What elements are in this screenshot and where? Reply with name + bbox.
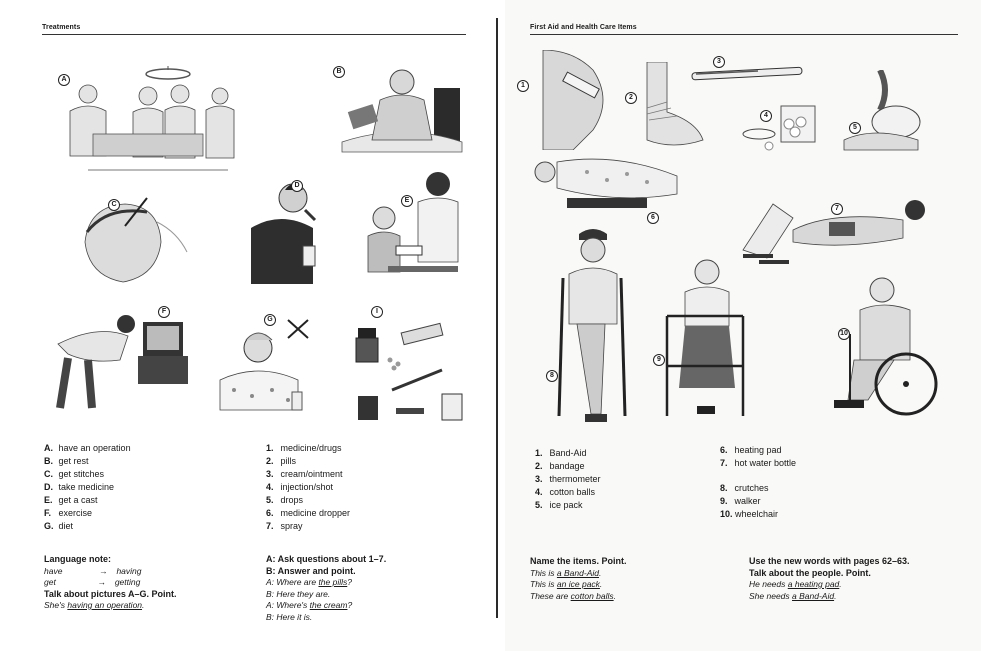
example-line: He needs a heating pad. bbox=[749, 579, 842, 589]
list-item: 5. ice pack bbox=[535, 500, 583, 510]
dialog-line: A: Where's the cream? bbox=[266, 600, 353, 610]
practice-dialog bbox=[266, 554, 476, 620]
badge-1: 1 bbox=[517, 80, 529, 92]
badge-7: 7 bbox=[831, 203, 843, 215]
name-items-title: Name the items. Point. bbox=[530, 556, 627, 566]
illustration-stitches bbox=[75, 192, 195, 288]
example-line: These are cotton balls. bbox=[530, 590, 617, 601]
list-item: E. get a cast bbox=[44, 495, 98, 505]
illustration-heating-pad bbox=[527, 150, 687, 222]
list-item: 2. pills bbox=[266, 456, 297, 466]
example-line: She needs a Band-Aid. bbox=[749, 590, 837, 601]
medicine-list bbox=[266, 442, 350, 533]
language-note-row: get → getting bbox=[44, 577, 141, 587]
first-aid-list-2 bbox=[720, 444, 796, 470]
badge-2: 2 bbox=[625, 92, 637, 104]
illustration-band-aid bbox=[533, 50, 623, 150]
use-words-box bbox=[749, 556, 975, 602]
list-item: 6. heating pad bbox=[720, 445, 782, 455]
list-item: 1. Band-Aid bbox=[535, 448, 587, 458]
badge-i: I bbox=[371, 306, 383, 318]
book-spine bbox=[496, 18, 498, 618]
illustration-exercise bbox=[48, 304, 193, 416]
running-head-right: First Aid and Health Care Items bbox=[530, 24, 637, 31]
list-item: F. exercise bbox=[44, 508, 93, 518]
illustration-walker bbox=[655, 256, 755, 426]
badge-a: A bbox=[58, 74, 70, 86]
badge-e: E bbox=[401, 195, 413, 207]
illustration-diet bbox=[208, 310, 324, 420]
first-aid-list-3 bbox=[720, 482, 778, 521]
list-item: 9. walker bbox=[720, 496, 761, 506]
badge-b: B bbox=[333, 66, 345, 78]
list-item: 6. medicine dropper bbox=[266, 508, 351, 518]
first-aid-list-1 bbox=[535, 447, 601, 512]
illustration-ice-pack bbox=[840, 70, 930, 156]
badge-c: C bbox=[108, 199, 120, 211]
badge-10: 10 bbox=[838, 328, 850, 340]
example-line: This is an ice pack. bbox=[530, 579, 603, 589]
badge-d: D bbox=[291, 180, 303, 192]
dialog-line: B: Here it is. bbox=[266, 611, 313, 620]
language-note bbox=[44, 554, 244, 612]
list-item: 4. injection/shot bbox=[266, 482, 334, 492]
illustration-operation bbox=[48, 66, 238, 176]
header-rule bbox=[42, 34, 466, 35]
list-item: 7. spray bbox=[266, 521, 303, 531]
example-line: This is a Band-Aid. bbox=[530, 567, 602, 578]
list-item: B. get rest bbox=[44, 456, 89, 466]
header-rule bbox=[530, 34, 958, 35]
illustration-crutches bbox=[545, 226, 635, 432]
treatments-list bbox=[44, 442, 131, 533]
badge-f: F bbox=[158, 306, 170, 318]
language-note-example: She's having an operation. bbox=[44, 600, 145, 610]
list-item: 2. bandage bbox=[535, 461, 585, 471]
language-note-title: Language note: bbox=[44, 554, 111, 564]
language-note-row: have → having bbox=[44, 565, 142, 576]
list-item: 5. drops bbox=[266, 495, 304, 505]
badge-8: 8 bbox=[546, 370, 558, 382]
illustration-cotton-balls bbox=[739, 98, 823, 154]
list-item: 8. crutches bbox=[720, 483, 769, 493]
list-item: D. take medicine bbox=[44, 482, 115, 492]
badge-3: 3 bbox=[713, 56, 725, 68]
dialog-instruction: A: Ask questions about 1–7. bbox=[266, 554, 387, 564]
name-items-box bbox=[530, 556, 730, 602]
illustration-thermometer bbox=[688, 64, 808, 84]
list-item: A. have an operation bbox=[44, 443, 131, 453]
badge-9: 9 bbox=[653, 354, 665, 366]
list-item: 4. cotton balls bbox=[535, 487, 596, 497]
illustration-wheelchair bbox=[820, 274, 940, 424]
language-note-prompt: Talk about pictures A–G. Point. bbox=[44, 588, 177, 599]
list-item: 3. thermometer bbox=[535, 474, 601, 484]
list-item: 1. medicine/drugs bbox=[266, 443, 342, 453]
illustration-medicine-items bbox=[342, 304, 472, 430]
badge-5: 5 bbox=[849, 122, 861, 134]
right-page bbox=[505, 0, 981, 651]
illustration-hot-water-bottle bbox=[733, 180, 933, 272]
list-item: 3. cream/ointment bbox=[266, 469, 343, 479]
illustration-take-medicine bbox=[245, 176, 335, 284]
badge-g: G bbox=[264, 314, 276, 326]
running-head-left: Treatments bbox=[42, 24, 81, 31]
illustration-cast bbox=[358, 166, 468, 286]
dialog-instruction: B: Answer and point. bbox=[266, 565, 356, 576]
list-item: 7. hot water bottle bbox=[720, 458, 797, 468]
use-words-title: Talk about the people. Point. bbox=[749, 567, 871, 578]
badge-6: 6 bbox=[647, 212, 659, 224]
list-item: 10. wheelchair bbox=[720, 509, 779, 519]
dialog-line: B: Here they are. bbox=[266, 588, 331, 599]
use-words-title: Use the new words with pages 62–63. bbox=[749, 556, 910, 566]
dialog-line: A: Where are the pills? bbox=[266, 577, 352, 587]
list-item: G. diet bbox=[44, 521, 74, 531]
badge-4: 4 bbox=[760, 110, 772, 122]
list-item: C. get stitches bbox=[44, 469, 105, 479]
